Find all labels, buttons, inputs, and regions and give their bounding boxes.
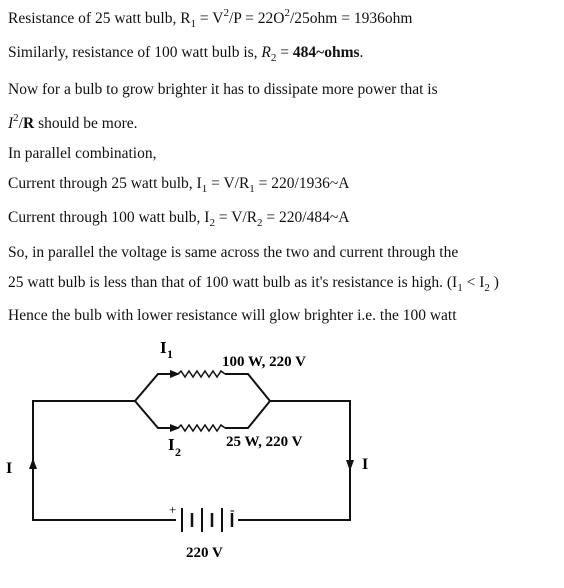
text-line-1: Resistance of 25 watt bulb, $R_1 = V^2/P = 22O^2/25ohm = 1936ohm$ [8, 7, 413, 30]
battery-voltage-label: 220 V [186, 545, 223, 561]
right-current-label: I [362, 456, 369, 473]
bulb-25w-label: 25 W, 220 V [226, 434, 303, 450]
bulb-100w-label: 100 W, 220 V [222, 354, 306, 370]
upper-branch-wire [135, 374, 270, 401]
battery-minus-label: - [230, 503, 235, 518]
circuit-diagram [0, 328, 564, 586]
resistor-25w [178, 425, 225, 431]
arrow-left-up [29, 458, 37, 469]
arrow-lower-branch [170, 424, 180, 432]
text-line-5: In parallel combination, [8, 145, 157, 162]
text-line-7: Current through 100 watt bulb, $I_2 = V/R_2$ = 220/484~A [8, 209, 350, 229]
outer-wire [33, 401, 350, 520]
arrow-upper-branch [170, 370, 180, 378]
text-line-8: So, in parallel the voltage is same across the two and current through the [8, 244, 459, 261]
i1-subscript: 1 [167, 347, 173, 361]
i2-subscript: 2 [175, 445, 181, 459]
i2-label: I [168, 435, 175, 454]
text-line-4: $I^2/R$ should be more. [8, 112, 138, 132]
i1-label: I [160, 338, 167, 357]
text-line-3: Now for a bulb to grow brighter it has to dissipate more power that is [8, 81, 438, 98]
text-line-10: Hence the bulb with lower resistance will glow brighter i.e. the 100 watt [8, 307, 457, 324]
battery-icon [182, 508, 232, 532]
text-line-6: Current through 25 watt bulb, $I_1 = V/R_1$ = 220/1936~A [8, 175, 350, 195]
arrow-right-down [346, 460, 354, 471]
text-line-2: Similarly, resistance of 100 watt bulb is, $R_2$ = 484~ohms. [8, 44, 364, 64]
resistor-100w [178, 371, 225, 377]
battery-plus-label: + [169, 502, 177, 517]
lower-branch-wire [135, 401, 270, 428]
left-current-label: I [6, 460, 13, 477]
text-line-9: 25 watt bulb is less than that of 100 watt bulb as it's resistance is high. ($I_1 < I_2$ ) [8, 274, 499, 294]
